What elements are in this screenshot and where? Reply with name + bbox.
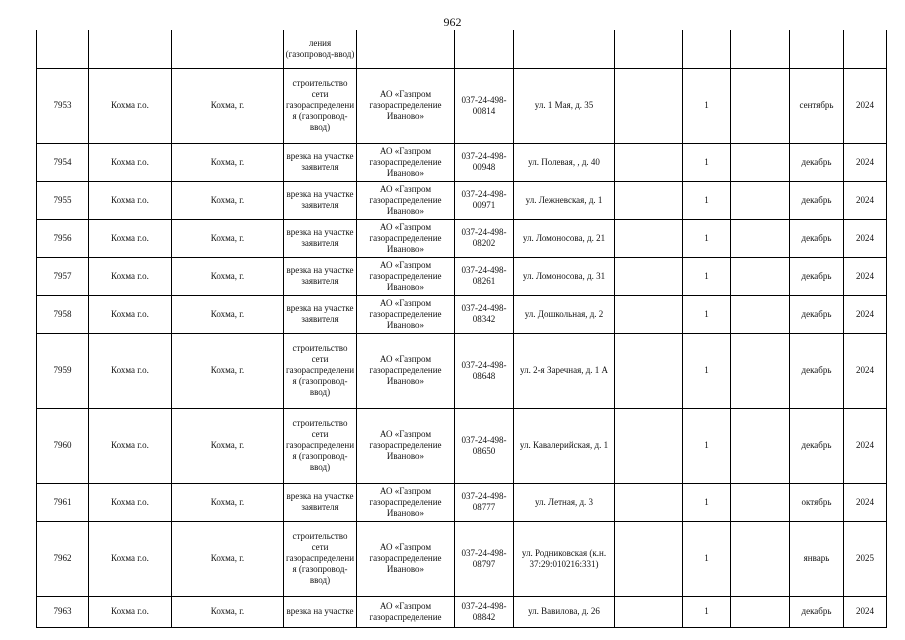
cell-settlement: Кохма, г. bbox=[172, 521, 284, 596]
cell-work-type: врезка на участке заявителя bbox=[284, 181, 357, 219]
cell-number: 7954 bbox=[37, 143, 89, 181]
cell-number: 7960 bbox=[37, 408, 89, 483]
cell-work-type: врезка на участке заявителя bbox=[284, 219, 357, 257]
table-row bbox=[37, 408, 887, 483]
cell-organization: АО «Газпром газораспределение Иваново» bbox=[357, 181, 455, 219]
cell-quantity: 1 bbox=[683, 257, 731, 295]
cell-organization: АО «Газпром газораспределение Иваново» bbox=[357, 143, 455, 181]
cell-code: 037-24-498-08842 bbox=[455, 596, 514, 627]
cell-empty bbox=[615, 521, 683, 596]
cell-empty bbox=[455, 30, 514, 68]
cell-settlement: Кохма, г. bbox=[172, 408, 284, 483]
cell-quantity: 1 bbox=[683, 596, 731, 627]
cell-settlement: Кохма, г. bbox=[172, 596, 284, 627]
cell-year: 2024 bbox=[844, 596, 887, 627]
cell-year: 2024 bbox=[844, 181, 887, 219]
cell-settlement: Кохма, г. bbox=[172, 181, 284, 219]
cell-empty bbox=[615, 333, 683, 408]
table-row bbox=[37, 181, 887, 219]
cell-organization: АО «Газпром газораспределение Иваново» bbox=[357, 257, 455, 295]
cell-address: ул. Родниковская (к.н. 37:29:010216:331) bbox=[514, 521, 615, 596]
cell-empty bbox=[615, 295, 683, 333]
cell-code: 037-24-498-00971 bbox=[455, 181, 514, 219]
cell-quantity: 1 bbox=[683, 181, 731, 219]
cell-organization: АО «Газпром газораспределение Иваново» bbox=[357, 408, 455, 483]
cell-settlement: Кохма, г. bbox=[172, 143, 284, 181]
cell-code: 037-24-498-08202 bbox=[455, 219, 514, 257]
cell-empty bbox=[731, 408, 790, 483]
cell-empty bbox=[731, 295, 790, 333]
cell-month: сентябрь bbox=[790, 68, 844, 143]
cell-year: 2024 bbox=[844, 257, 887, 295]
cell-settlement: Кохма, г. bbox=[172, 257, 284, 295]
cell-year: 2024 bbox=[844, 408, 887, 483]
cell-year: 2024 bbox=[844, 68, 887, 143]
cell-code: 037-24-498-00948 bbox=[455, 143, 514, 181]
cell-work-type: ления (газопровод-ввод) bbox=[284, 30, 357, 68]
cell-municipality: Кохма г.о. bbox=[89, 68, 172, 143]
cell-month: декабрь bbox=[790, 181, 844, 219]
table-row bbox=[37, 333, 887, 408]
cell-quantity: 1 bbox=[683, 408, 731, 483]
table-row bbox=[37, 219, 887, 257]
cell-year: 2024 bbox=[844, 143, 887, 181]
cell-year: 2024 bbox=[844, 483, 887, 521]
cell-organization: АО «Газпром газораспределение Иваново» bbox=[357, 483, 455, 521]
cell-code: 037-24-498-08342 bbox=[455, 295, 514, 333]
cell-empty bbox=[615, 219, 683, 257]
cell-address: ул. Лежневская, д. 1 bbox=[514, 181, 615, 219]
cell-empty bbox=[844, 30, 887, 68]
cell-month: декабрь bbox=[790, 408, 844, 483]
cell-empty bbox=[89, 30, 172, 68]
cell-empty bbox=[615, 257, 683, 295]
cell-empty bbox=[731, 596, 790, 627]
cell-year: 2024 bbox=[844, 295, 887, 333]
cell-number: 7953 bbox=[37, 68, 89, 143]
cell-number: 7962 bbox=[37, 521, 89, 596]
cell-month: декабрь bbox=[790, 257, 844, 295]
cell-work-type: врезка на участке заявителя bbox=[284, 143, 357, 181]
cell-municipality: Кохма г.о. bbox=[89, 333, 172, 408]
cell-organization: АО «Газпром газораспределение bbox=[357, 596, 455, 627]
cell-address: ул. 1 Мая, д. 35 bbox=[514, 68, 615, 143]
cell-municipality: Кохма г.о. bbox=[89, 143, 172, 181]
cell-empty bbox=[683, 30, 731, 68]
cell-code: 037-24-498-08797 bbox=[455, 521, 514, 596]
cell-number: 7961 bbox=[37, 483, 89, 521]
cell-work-type: врезка на участке заявителя bbox=[284, 257, 357, 295]
cell-municipality: Кохма г.о. bbox=[89, 521, 172, 596]
table-row-fragment bbox=[37, 30, 887, 68]
cell-number: 7956 bbox=[37, 219, 89, 257]
cell-municipality: Кохма г.о. bbox=[89, 483, 172, 521]
cell-number: 7957 bbox=[37, 257, 89, 295]
cell-municipality: Кохма г.о. bbox=[89, 257, 172, 295]
cell-empty bbox=[731, 30, 790, 68]
table-row bbox=[37, 257, 887, 295]
cell-work-type: строительство сети газораспределения (газопровод-ввод) bbox=[284, 521, 357, 596]
cell-organization: АО «Газпром газораспределение Иваново» bbox=[357, 295, 455, 333]
cell-organization: АО «Газпром газораспределение Иваново» bbox=[357, 68, 455, 143]
cell-address: ул. Полевая, , д. 40 bbox=[514, 143, 615, 181]
cell-empty bbox=[615, 181, 683, 219]
cell-month: январь bbox=[790, 521, 844, 596]
cell-empty bbox=[172, 30, 284, 68]
page-number: 962 bbox=[443, 15, 462, 29]
cell-empty bbox=[731, 521, 790, 596]
cell-month: декабрь bbox=[790, 295, 844, 333]
cell-address: ул. Ломоносова, д. 21 bbox=[514, 219, 615, 257]
cell-quantity: 1 bbox=[683, 521, 731, 596]
cell-code: 037-24-498-08777 bbox=[455, 483, 514, 521]
cell-empty bbox=[731, 68, 790, 143]
cell-month: декабрь bbox=[790, 219, 844, 257]
cell-code: 037-24-498-00814 bbox=[455, 68, 514, 143]
cell-organization: АО «Газпром газораспределение Иваново» bbox=[357, 333, 455, 408]
cell-empty bbox=[790, 30, 844, 68]
cell-empty bbox=[731, 219, 790, 257]
cell-empty bbox=[731, 181, 790, 219]
cell-quantity: 1 bbox=[683, 219, 731, 257]
cell-address: ул. 2-я Заречная, д. 1 А bbox=[514, 333, 615, 408]
cell-municipality: Кохма г.о. bbox=[89, 295, 172, 333]
table-row bbox=[37, 143, 887, 181]
cell-empty bbox=[615, 483, 683, 521]
cell-empty bbox=[731, 483, 790, 521]
cell-empty bbox=[514, 30, 615, 68]
cell-number: 7963 bbox=[37, 596, 89, 627]
cell-year: 2024 bbox=[844, 219, 887, 257]
cell-empty bbox=[615, 30, 683, 68]
cell-empty bbox=[357, 30, 455, 68]
cell-settlement: Кохма, г. bbox=[172, 219, 284, 257]
cell-year: 2024 bbox=[844, 333, 887, 408]
cell-work-type: врезка на участке заявителя bbox=[284, 483, 357, 521]
cell-municipality: Кохма г.о. bbox=[89, 219, 172, 257]
table-row bbox=[37, 295, 887, 333]
cell-settlement: Кохма, г. bbox=[172, 295, 284, 333]
cell-settlement: Кохма, г. bbox=[172, 333, 284, 408]
cell-settlement: Кохма, г. bbox=[172, 483, 284, 521]
cell-quantity: 1 bbox=[683, 295, 731, 333]
gas-connection-table bbox=[36, 30, 887, 628]
cell-organization: АО «Газпром газораспределение Иваново» bbox=[357, 521, 455, 596]
cell-address: ул. Кавалерийская, д. 1 bbox=[514, 408, 615, 483]
cell-quantity: 1 bbox=[683, 333, 731, 408]
cell-month: декабрь bbox=[790, 333, 844, 408]
table-body bbox=[37, 30, 887, 627]
cell-year: 2025 bbox=[844, 521, 887, 596]
cell-municipality: Кохма г.о. bbox=[89, 181, 172, 219]
cell-code: 037-24-498-08261 bbox=[455, 257, 514, 295]
table-row bbox=[37, 521, 887, 596]
cell-organization: АО «Газпром газораспределение Иваново» bbox=[357, 219, 455, 257]
cell-month: октябрь bbox=[790, 483, 844, 521]
cell-work-type: строительство сети газораспределения (газопровод-ввод) bbox=[284, 333, 357, 408]
cell-empty bbox=[615, 143, 683, 181]
cell-address: ул. Вавилова, д. 26 bbox=[514, 596, 615, 627]
cell-empty bbox=[731, 333, 790, 408]
table-row bbox=[37, 68, 887, 143]
cell-work-type: врезка на участке bbox=[284, 596, 357, 627]
cell-number: 7955 bbox=[37, 181, 89, 219]
cell-empty bbox=[615, 408, 683, 483]
cell-code: 037-24-498-08650 bbox=[455, 408, 514, 483]
table-row bbox=[37, 483, 887, 521]
table-row bbox=[37, 596, 887, 627]
cell-empty bbox=[37, 30, 89, 68]
cell-settlement: Кохма, г. bbox=[172, 68, 284, 143]
cell-work-type: врезка на участке заявителя bbox=[284, 295, 357, 333]
cell-code: 037-24-498-08648 bbox=[455, 333, 514, 408]
cell-address: ул. Ломоносова, д. 31 bbox=[514, 257, 615, 295]
cell-work-type: строительство сети газораспределения (газопровод-ввод) bbox=[284, 408, 357, 483]
cell-quantity: 1 bbox=[683, 483, 731, 521]
cell-quantity: 1 bbox=[683, 143, 731, 181]
cell-month: декабрь bbox=[790, 143, 844, 181]
cell-municipality: Кохма г.о. bbox=[89, 408, 172, 483]
cell-address: ул. Дошкольная, д. 2 bbox=[514, 295, 615, 333]
cell-empty bbox=[615, 596, 683, 627]
cell-empty bbox=[731, 257, 790, 295]
cell-municipality: Кохма г.о. bbox=[89, 596, 172, 627]
cell-empty bbox=[731, 143, 790, 181]
cell-number: 7958 bbox=[37, 295, 89, 333]
cell-month: декабрь bbox=[790, 596, 844, 627]
cell-empty bbox=[615, 68, 683, 143]
cell-quantity: 1 bbox=[683, 68, 731, 143]
cell-number: 7959 bbox=[37, 333, 89, 408]
cell-address: ул. Летная, д. 3 bbox=[514, 483, 615, 521]
cell-work-type: строительство сети газораспределения (газопровод-ввод) bbox=[284, 68, 357, 143]
